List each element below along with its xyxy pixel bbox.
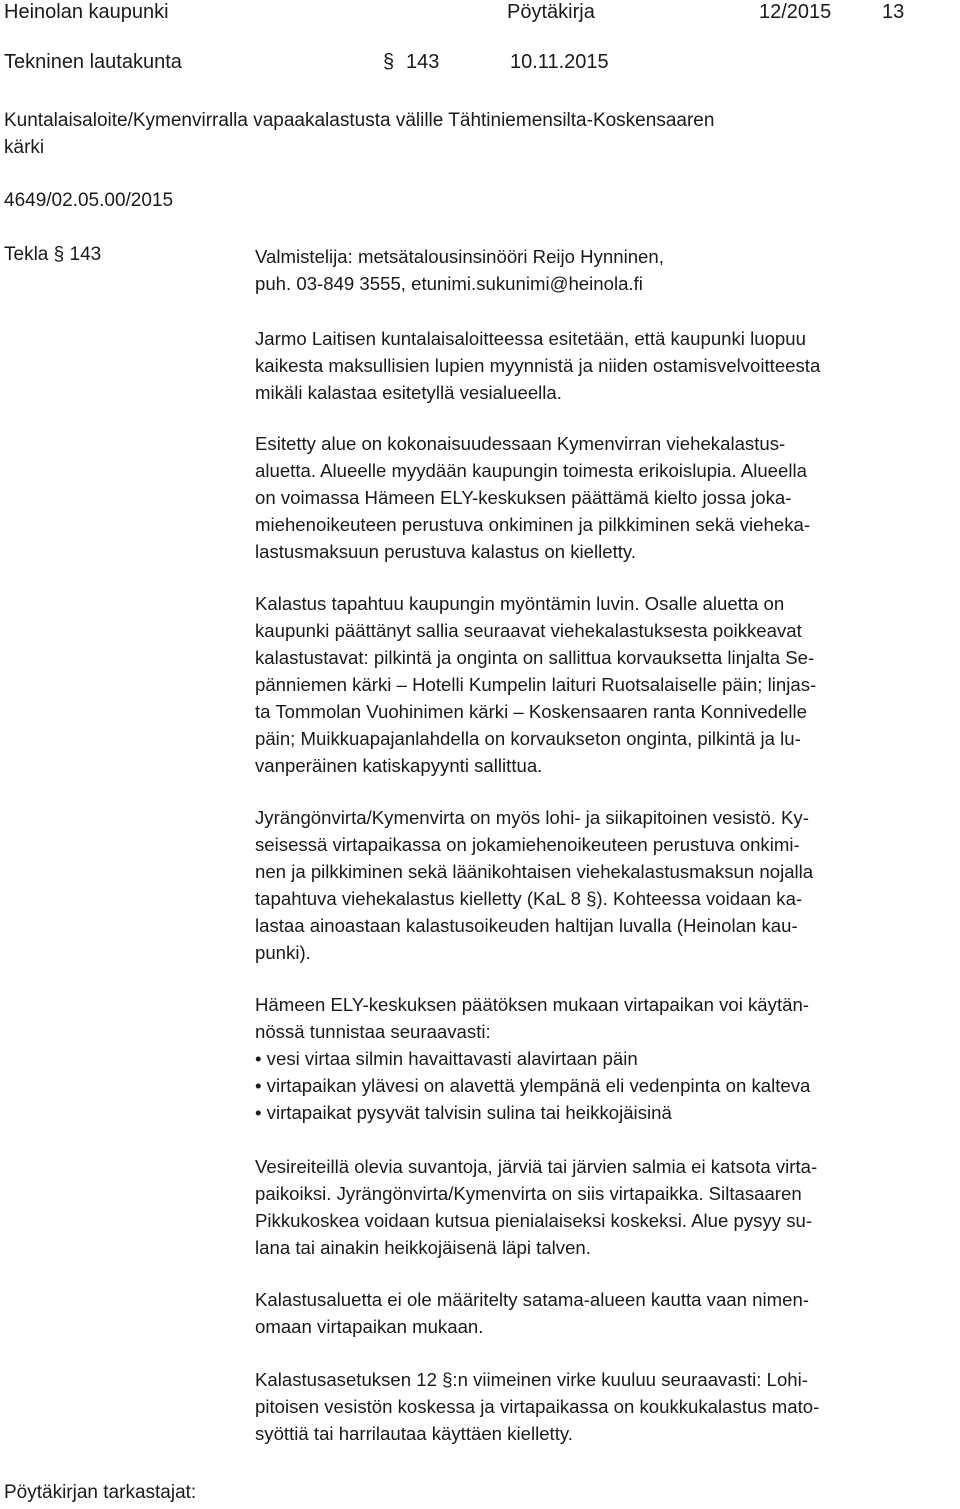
text-line: tapahtuva viehekalastus kielletty (KaL 8 §). Kohteessa voidaan ka- — [255, 888, 803, 909]
list-item: • virtapaikat pysyvät talvisin sulina tai heikkojäisinä — [255, 1102, 672, 1123]
paragraph-5 — [255, 991, 955, 1126]
paragraph-8 — [255, 1366, 955, 1447]
text-line: nen ja pilkkiminen sekä läänikohtaisen viehekalastusmaksun nojalla — [255, 861, 814, 882]
section-ref-icon: § — [53, 244, 65, 265]
section-ref-label: Tekla — [4, 244, 49, 265]
list-item: • vesi virtaa silmin havaittavasti alavirtaan päin — [255, 1048, 638, 1069]
paragraph-1 — [255, 325, 955, 406]
text-line: ta Tommolan Vuohinimen kärki – Koskensaaren ranta Konnivedelle — [255, 701, 807, 722]
header-doc-type: Pöytäkirja — [507, 1, 595, 23]
text-line: Vesireiteillä olevia suvantoja, järviä tai järvien salmia ei katsota virta- — [255, 1156, 818, 1177]
record-number: 4649/02.05.00/2015 — [4, 190, 174, 211]
preparer-info — [255, 243, 955, 297]
header-date: 10.11.2015 — [510, 51, 609, 73]
text-line: päin; Muikkuapajanlahdella on korvaukseton onginta, pilkintä ja lu- — [255, 728, 801, 749]
text-line: Pikkukoskea voidaan kutsua pienialaiseksi koskeksi. Alue pysyy su- — [255, 1210, 813, 1231]
text-line: kalastustavat: pilkintä ja onginta on sallittua korvauksetta linjalta Se- — [255, 647, 815, 668]
title-line-1: Kuntalaisaloite/Kymenvirralla vapaakalastusta välille Tähtiniemensilta-Koskensaaren — [4, 110, 715, 131]
section-ref-number: 143 — [69, 244, 102, 265]
preparer-line-1: Valmistelija: metsätalousinsinööri Reijo Hynninen, — [255, 246, 664, 267]
text-line: Hämeen ELY-keskuksen päätöksen mukaan virtapaikan voi käytän- — [255, 994, 809, 1015]
paragraph-7 — [255, 1286, 955, 1340]
text-line: on voimassa Hämeen ELY-keskuksen päättämä kielto jossa joka- — [255, 487, 792, 508]
text-line: lastaa ainoastaan kalastusoikeuden haltijan luvalla (Heinolan kau- — [255, 915, 798, 936]
text-line: lastusmaksuun perustuva kalastus on kielletty. — [255, 541, 637, 562]
text-line: punki). — [255, 942, 311, 963]
text-line: omaan virtapaikan mukaan. — [255, 1316, 484, 1337]
header-page-number: 13 — [882, 1, 905, 23]
section-ref — [4, 244, 101, 267]
header-section: 143 — [406, 51, 440, 73]
header-doc-number: 12/2015 — [759, 1, 832, 23]
preparer-line-2: puh. 03-849 3555, etunimi.sukunimi@heinola.fi — [255, 273, 643, 294]
text-line: pitoisen vesistön koskessa ja virtapaikassa on koukkukalastus mato- — [255, 1396, 820, 1417]
header-org: Heinolan kaupunki — [4, 1, 169, 23]
text-line: lana tai ainakin heikkojäisenä läpi talven. — [255, 1237, 591, 1258]
paragraph-3 — [255, 590, 955, 779]
reviewers-label: Pöytäkirjan tarkastajat: — [4, 1482, 197, 1503]
text-line: Kalastus tapahtuu kaupungin myöntämin luvin. Osalle aluetta on — [255, 593, 785, 614]
paragraph-6 — [255, 1153, 955, 1261]
header-board: Tekninen lautakunta — [4, 51, 182, 73]
title-line-2: kärki — [4, 137, 45, 158]
text-line: Kalastusasetuksen 12 §:n viimeinen virke kuuluu seuraavasti: Lohi- — [255, 1369, 808, 1390]
paragraph-2 — [255, 430, 955, 565]
text-line: syöttiä tai harrilautaa käyttäen kielletty. — [255, 1423, 573, 1444]
text-line: Jarmo Laitisen kuntalaisaloitteessa esitetään, että kaupunki luopuu — [255, 328, 806, 349]
text-line: Jyrängönvirta/Kymenvirta on myös lohi- ja siikapitoinen vesistö. Ky- — [255, 807, 809, 828]
section-icon: § — [383, 51, 395, 73]
text-line: kaikesta maksullisien lupien myynnistä ja niiden ostamisvelvoitteesta — [255, 355, 821, 376]
text-line: seisessä virtapaikassa on jokamiehenoikeuteen perustuva onkimi- — [255, 834, 800, 855]
text-line: kaupunki päättänyt sallia seuraavat viehekalastuksesta poikkeavat — [255, 620, 802, 641]
list-item: • virtapaikan ylävesi on alavettä ylempänä eli vedenpinta on kalteva — [255, 1075, 811, 1096]
document-title — [4, 107, 714, 161]
text-line: paikoiksi. Jyrängönvirta/Kymenvirta on siis virtapaikka. Siltasaaren — [255, 1183, 802, 1204]
text-line: mikäli kalastaa esitetyllä vesialueella. — [255, 382, 562, 403]
text-line: Kalastusaluetta ei ole määritelty satama-alueen kautta vaan nimen- — [255, 1289, 809, 1310]
text-line: vanperäinen katiskapyynti sallittua. — [255, 755, 543, 776]
text-line: nössä tunnistaa seuraavasti: — [255, 1021, 491, 1042]
text-line: miehenoikeuteen perustuva onkiminen ja pilkkiminen sekä vieheka- — [255, 514, 811, 535]
paragraph-4 — [255, 804, 955, 966]
text-line: pänniemen kärki – Hotelli Kumpelin laituri Ruotsalaiselle päin; linjas- — [255, 674, 817, 695]
text-line: aluetta. Alueelle myydään kaupungin toimesta erikoislupia. Alueella — [255, 460, 807, 481]
text-line: Esitetty alue on kokonaisuudessaan Kymenvirran viehekalastus- — [255, 433, 786, 454]
